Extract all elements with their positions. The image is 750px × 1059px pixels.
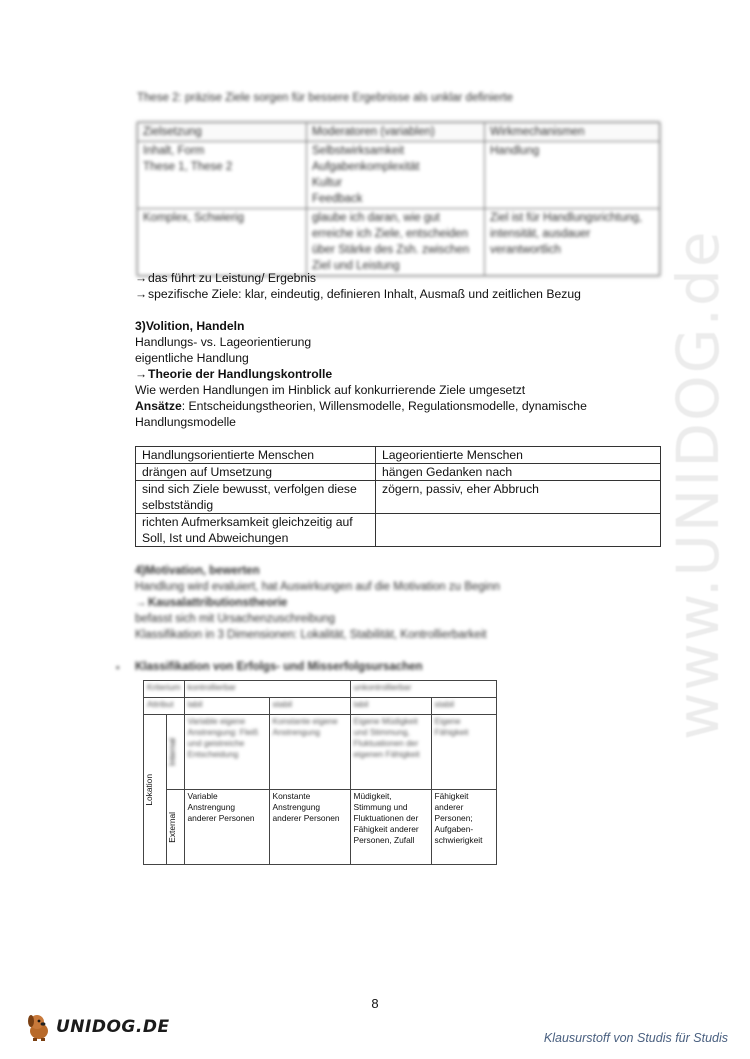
theory-title: Kausalattributionstheorie: [148, 597, 288, 609]
arrow-right-icon: →: [135, 271, 148, 285]
table-cell: Komplex, Schwierig: [138, 209, 307, 276]
approaches-text: : Entscheidungstheorien, Willensmodelle, Regulationsmodelle, dynamische: [181, 399, 587, 413]
text-line: befasst sich mit Ursachenzuschreibung: [135, 613, 336, 625]
goal-setting-table: [137, 122, 660, 276]
internal-label: Internal: [166, 738, 177, 766]
table-cell: Variable eigene Anstrengung: Fleiß und geistreiche Entscheidung: [184, 715, 269, 790]
table-cell: glaube ich daran, wie gut erreiche ich Ziele, entscheiden über Stärke des Zsh. zwischen Ziel und Leistung: [307, 209, 485, 276]
arrow-right-icon: →: [135, 597, 147, 609]
table-header: Moderatoren (variablen): [307, 123, 485, 142]
theory-title: Theorie der Handlungskontrolle: [148, 367, 333, 381]
section-motivation: [135, 563, 500, 643]
table-cell: stabil: [269, 698, 350, 715]
page-number: 8: [371, 996, 379, 1011]
approaches-label: Ansätze: [135, 399, 182, 413]
conclusion-lines: [135, 270, 581, 302]
table-cell: Handlung: [485, 142, 660, 209]
table-cell: Fähigkeit anderer Personen; Aufgaben-schwierigkeit: [431, 790, 496, 865]
arrow-right-icon: →: [135, 367, 148, 381]
text-line: Klassifikation in 3 Dimensionen: Lokalität, Stabilität, Kontrollierbarkeit: [135, 629, 487, 641]
lokation-label: Lokation: [144, 773, 154, 806]
table-cell: Müdigkeit, Stimmung und Fluktuationen der Fähigkeit anderer Personen, Zufall: [350, 790, 431, 865]
classification-heading: Klassifikation von Erfolgs- und Misserfolgsursachen: [135, 661, 423, 673]
watermark: www.UNIDOG.de: [664, 229, 732, 740]
table-cell: Konstante Anstrengung anderer Personen: [269, 790, 350, 865]
table-cell: Ziel ist für Handlungsrichtung, intensität, ausdauer verantwortlich: [485, 209, 660, 276]
table-cell: Attribut: [144, 698, 185, 715]
table-cell: labil: [184, 698, 269, 715]
table-cell: Variable Anstrengung anderer Personen: [184, 790, 269, 865]
internal-cell: [166, 715, 184, 790]
external-cell: [166, 790, 184, 865]
table-cell: unkontrollierbar: [350, 681, 496, 698]
section-volition: [135, 318, 587, 430]
lokation-cell: [144, 715, 167, 865]
orientation-table: [135, 446, 661, 547]
table-cell: Handlungsorientierte Menschen: [136, 447, 376, 464]
table-cell: kontrollierbar: [184, 681, 350, 698]
table-cell: richten Aufmerksamkeit gleichzeitig auf Soll, Ist und Abweichungen: [136, 514, 376, 547]
dog-icon: [24, 1012, 54, 1042]
footer-tagline: Klausurstoff von Studis für Studis: [543, 1031, 728, 1045]
section-title: 3)Volition, Handeln: [135, 319, 245, 333]
text-line: Wie werden Handlungen im Hinblick auf konkurrierende Ziele umgesetzt: [135, 383, 526, 397]
table-cell: drängen auf Umsetzung: [136, 464, 376, 481]
list-item: →spezifische Ziele: klar, eindeutig, definieren Inhalt, Ausmaß und zeitlichen Bezug: [135, 287, 581, 301]
arrow-right-icon: →: [135, 287, 148, 301]
table-cell: hängen Gedanken nach: [376, 464, 661, 481]
external-label: External: [166, 811, 177, 843]
table-cell: Selbstwirksamkeit Aufgabenkomplexität Kultur Feedback: [307, 142, 485, 209]
table-cell: Eigene Müdigkeit und Stimmung, Fluktuationen der eigenen Fähigkeit: [350, 715, 431, 790]
table-cell: Lageorientierte Menschen: [376, 447, 661, 464]
table-header: Zielsetzung: [138, 123, 307, 142]
table-cell: Inhalt, Form These 1, These 2: [138, 142, 307, 209]
table-cell: Eigene Fähigkeit: [431, 715, 496, 790]
text-line: eigentliche Handlung: [135, 351, 249, 365]
table-cell: stabil: [431, 698, 496, 715]
table-cell: Konstante eigene Anstrengung: [269, 715, 350, 790]
table-cell: sind sich Ziele bewusst, verfolgen diese selbstständig: [136, 481, 376, 514]
thesis-heading: These 2: präzise Ziele sorgen für bessere Ergebnisse als unklar definierte: [137, 92, 513, 104]
text-line: Handlungs- vs. Lageorientierung: [135, 335, 312, 349]
table-cell: Kriterium: [144, 681, 185, 698]
table-cell: [376, 514, 661, 547]
text-line: Handlung wird evaluiert, hat Auswirkungen auf die Motivation zu Beginn: [135, 581, 501, 593]
section-title: 4)Motivation, bewerten: [135, 565, 260, 577]
table-header: Wirkmechanismen: [485, 123, 660, 142]
unidog-logo[interactable]: [24, 1012, 170, 1042]
logo-text: UNIDOG.DE: [56, 1017, 170, 1037]
list-item: →das führt zu Leistung/ Ergebnis: [135, 271, 317, 285]
bullet-icon: •: [116, 663, 120, 674]
table-cell: labil: [350, 698, 431, 715]
classification-table: [143, 680, 497, 865]
text-line: Handlungsmodelle: [135, 415, 236, 429]
table-cell: zögern, passiv, eher Abbruch: [376, 481, 661, 514]
